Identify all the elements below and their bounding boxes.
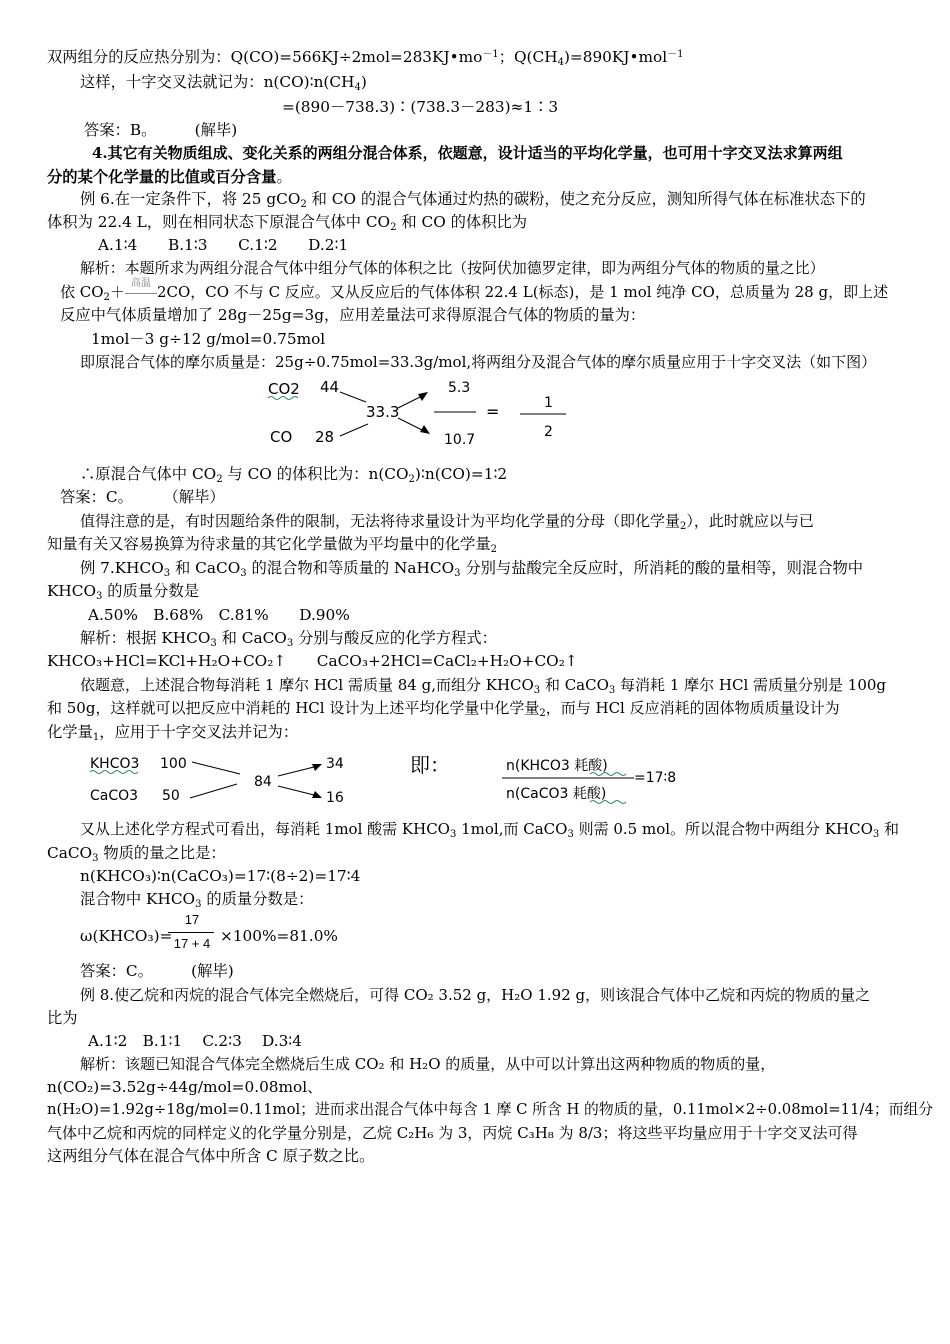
mean-value: 84 bbox=[254, 774, 272, 790]
spell-squiggle bbox=[268, 397, 298, 400]
co-value: 28 bbox=[315, 428, 335, 446]
arrow-head bbox=[418, 392, 428, 401]
text-line: CaCO$_3$ 物质的量之比是： bbox=[47, 844, 226, 864]
cross-line bbox=[340, 392, 366, 402]
text-line: 即原混合气体的摩尔质量是：25g÷0.75mol=33.3g/mol,将两组分及混合气体的摩尔质量应用于十字交叉法（如下图） bbox=[80, 353, 877, 371]
co2-value: 44 bbox=[320, 378, 340, 396]
text-line: 这两组分气体在混合气体中所含 C 原子数之比。 bbox=[47, 1147, 375, 1165]
text-line: 依题意，上述混合物每消耗 1 摩尔 HCl 需质量 84 g,而组分 $KHCO_3$ 和 CaCO$_3$ 每消耗 1 摩尔 HCl 需质量分别是 100g bbox=[80, 676, 887, 696]
arrow-head bbox=[420, 425, 430, 434]
section-heading-cont: 分的某个化学量的比值或百分含量。 bbox=[47, 168, 292, 186]
text-line: 和 50g，这样就可以把反应中消耗的 HCl 设计为上述平均化学量中化学量$_2$，而与 HCl 反应消耗的固体物质质量设计为 bbox=[47, 699, 840, 719]
text-line: 答案：B。 (解毕) bbox=[84, 121, 238, 139]
ie-label: 即： bbox=[410, 753, 450, 777]
answer-options: A.50% B.68% C.81% D.90% bbox=[88, 606, 350, 624]
text-line: $KHCO_3$ 的质量分数是 bbox=[47, 582, 200, 602]
fraction-bar bbox=[168, 932, 214, 933]
caco3-value: 50 bbox=[162, 788, 180, 804]
text-line: 解析：该题已知混合气体完全燃烧后生成 CO₂ 和 H₂O 的质量，从中可以计算出这两种物质的物质的量， bbox=[80, 1055, 776, 1073]
text-line: 答案：C。 (解毕) bbox=[80, 962, 234, 980]
cross-method-diagram-co2-co bbox=[258, 372, 588, 452]
text-line: 例 8.使乙烷和丙烷的混合气体完全燃烧后，可得 CO₂ 3.52 g，H₂O 1.92 g，则该混合气体中乙烷和丙烷的物质的量之 bbox=[80, 986, 871, 1004]
omega-label: ω(KHCO₃)= bbox=[80, 927, 173, 945]
diff-top: 5.3 bbox=[448, 380, 471, 396]
diff-bottom: 16 bbox=[326, 790, 344, 806]
fraction-numerator: 17 bbox=[184, 912, 200, 927]
caco3-label: CaCO3 bbox=[90, 788, 139, 804]
text-line: 知量有关又容易换算为待求量的其它化学量做为平均量中的化学量$_2$ bbox=[47, 535, 497, 555]
text-line: 化学量$_1$，应用于十字交叉法并记为： bbox=[47, 723, 299, 743]
text-line: 答案：C。 （解毕） bbox=[60, 488, 225, 506]
text-line: 又从上述化学方程式可看出，每消耗 1mol 酸需 $KHCO_3$ 1mol,而 CaCO$_3$ 则需 0.5 mol。所以混合物中两组分 $KHCO_3$ 和 bbox=[80, 820, 900, 840]
fraction-top: n(KHCO3 耗酸) bbox=[506, 758, 608, 774]
text-line: n(KHCO₃)∶n(CaCO₃)=17∶(8÷2)=17∶4 bbox=[80, 867, 361, 885]
ratio-result: =17∶8 bbox=[634, 770, 677, 786]
text-line: 解析：根据 $KHCO_3$ 和 CaCO$_3$ 分别与酸反应的化学方程式： bbox=[80, 629, 497, 649]
co2-label: CO2 bbox=[268, 380, 300, 398]
text-line: 反应中气体质量增加了 28g－25g=3g，应用差量法可求得原混合气体的物质的量为： bbox=[60, 306, 646, 324]
co-label: CO bbox=[270, 428, 293, 446]
text-line: 这样，十字交叉法就记为：$n(CO)∶n(CH_4)$ bbox=[80, 73, 367, 93]
fraction-denominator: 17 + 4 bbox=[173, 936, 211, 951]
text-line: 1mol－3 g÷12 g/mol=0.75mol bbox=[91, 330, 326, 348]
text-line: 依 $CO_2+$ 高温 2CO，CO 不与 C 反应。又从反应后的气体体积 22.4 L(标态)，是 1 mol 纯净 CO，总质量为 28 g，即上述 bbox=[60, 281, 888, 303]
answer-options: A.1∶2 B.1∶1 C.2∶3 D.3∶4 bbox=[88, 1032, 303, 1050]
text-line: 双两组分的反应热分别为：$Q(CO)=566KJ\div 2mol=283KJ•mo^{-1}$；$Q(CH_4)=890KJ•mol^{-1}$ bbox=[47, 48, 684, 68]
khco3-label: KHCO3 bbox=[90, 756, 140, 772]
text-line: 例 $7.KHCO_3$ 和 CaCO$_3$ 的混合物和等质量的 NaHCO$_3$ 分别与盐酸完全反应时，所消耗的酸的量相等，则混合物中 bbox=[80, 559, 864, 579]
mean-value: 33.3 bbox=[366, 403, 400, 421]
ratio-top: 1 bbox=[544, 395, 553, 411]
answer-options: A.1∶4 B.1∶3 C.1∶2 D.2∶1 bbox=[98, 236, 349, 254]
fraction-bottom: n(CaCO3 耗酸) bbox=[506, 786, 607, 802]
khco3-value: 100 bbox=[160, 756, 187, 772]
text-line: ×100%=81.0% bbox=[220, 927, 338, 945]
section-heading: 4.其它有关物质组成、变化关系的两组分混合体系，依题意，设计适当的平均化学量，也可用十字交叉法求算两组 bbox=[92, 144, 843, 162]
diff-top: 34 bbox=[326, 756, 344, 772]
ratio-bottom: 2 bbox=[544, 424, 553, 440]
text-line: 气体中乙烷和丙烷的同样定义的化学量分别是，乙烷 C₂H₆ 为 3，丙烷 C₃H₈ 为 8/3；将这些平均量应用于十字交叉法可得 bbox=[47, 1124, 858, 1142]
text-line: ∴原混合气体中 $CO_2$ 与 CO 的体积比为：$n(CO_2)∶n(CO)=1∶2$ bbox=[80, 465, 508, 485]
text-line: 比为 bbox=[47, 1009, 78, 1027]
text-line: 混合物中 $KHCO_3$ 的质量分数是： bbox=[80, 890, 314, 910]
chemical-equations: KHCO₃+HCl=KCl+H₂O+CO₂↑ CaCO₃+2HCl=CaCl₂+H₂O+CO₂↑ bbox=[47, 652, 578, 670]
equals-sign: = bbox=[486, 402, 500, 421]
diff-bottom: 10.7 bbox=[444, 432, 476, 448]
text-line: n(CO₂)=3.52g÷44g/mol=0.08mol、 bbox=[47, 1078, 323, 1096]
text-line: =(890－738.3)∶(738.3－283)≈1∶3 bbox=[282, 98, 559, 116]
text-line: 例 6.在一定条件下，将 25 gCO$_2$ 和 CO 的混合气体通过灼热的碳粉，使之充分反应，测知所得气体在标准状态下的 bbox=[80, 190, 866, 210]
cross-method-diagram-khco3-caco3 bbox=[82, 748, 722, 813]
text-line: 值得注意的是，有时因题给条件的限制，无法将待求量设计为平均化学量的分母（即化学量$_2$），此时就应以与已 bbox=[80, 512, 814, 532]
text-line: 体积为 22.4 L，则在相同状态下原混合气体中 $CO_2$ 和 CO 的体积比为 bbox=[47, 213, 528, 233]
text-line: n(H₂O)=1.92g÷18g/mol=0.11mol；进而求出混合气体中每含 1 摩 C 所含 H 的物质的量，0.11mol×2÷0.08mol=11/4；而组分 bbox=[47, 1101, 934, 1118]
reaction-condition: 高温 bbox=[130, 278, 151, 289]
cross-line bbox=[340, 424, 368, 436]
text-line: 解析：本题所求为两组分混合气体中组分气体的体积之比（按阿伏加德罗定律，即为两组分气体的物质的量之比） bbox=[80, 259, 825, 277]
